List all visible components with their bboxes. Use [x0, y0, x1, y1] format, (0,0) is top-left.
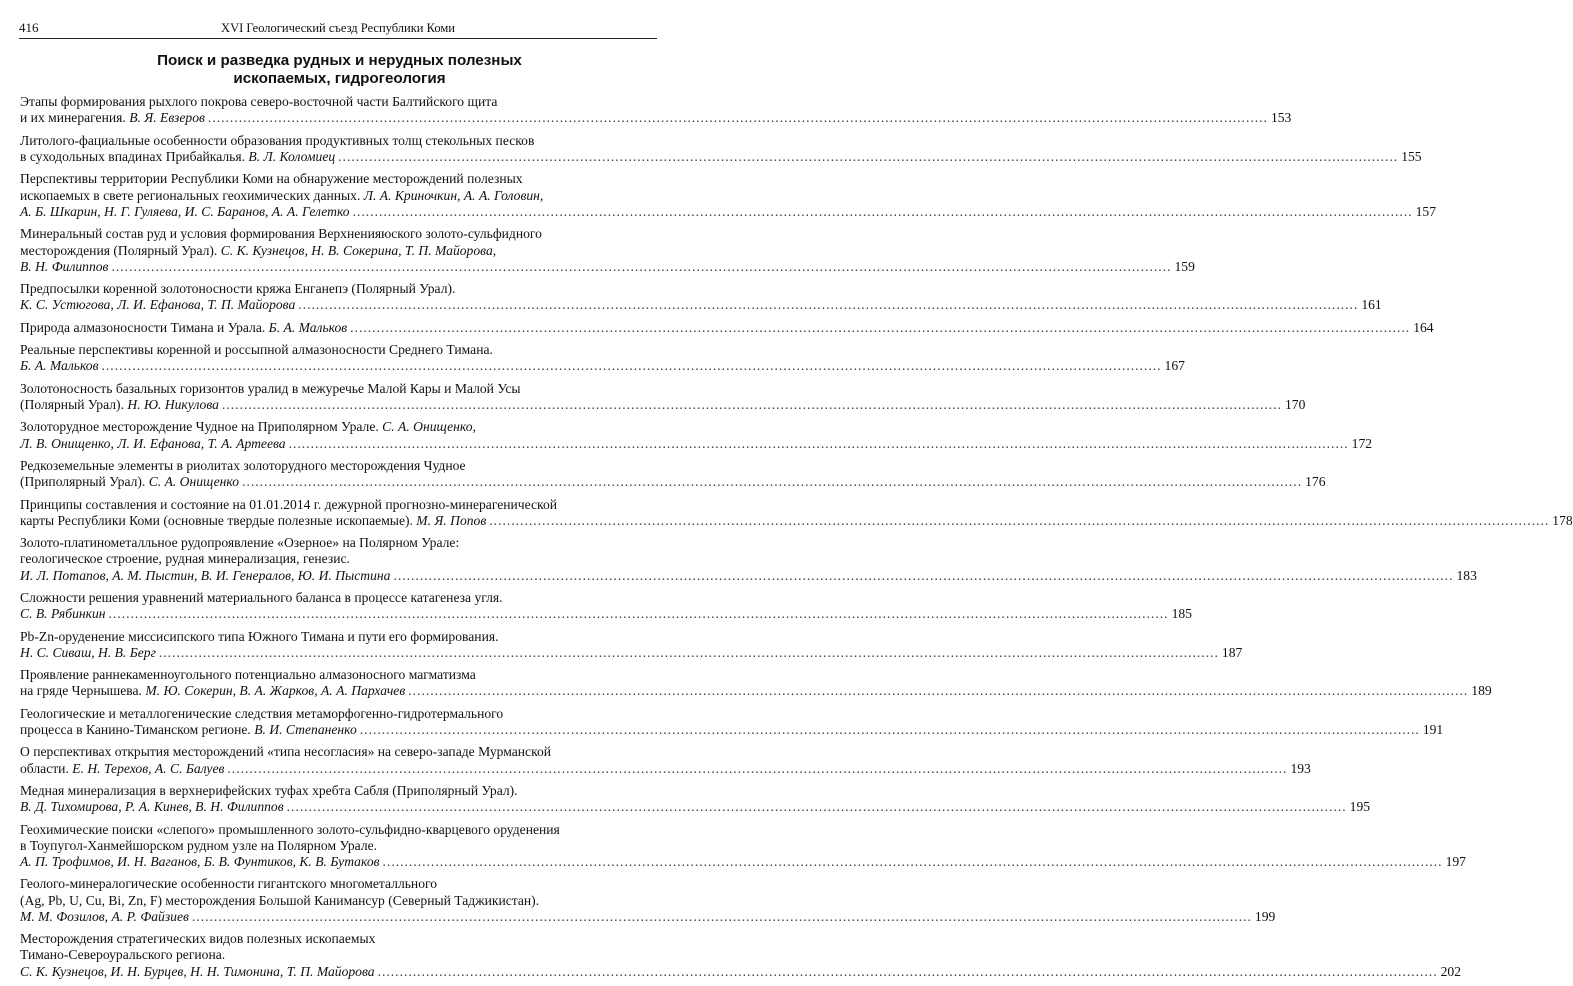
toc-entry-line: Реальные перспективы коренной и россыпной алмазоносности Среднего Тимана. [20, 342, 493, 358]
toc-entry[interactable] [20, 821, 1466, 871]
toc-page-number[interactable]: 157 [1415, 203, 1437, 219]
toc-entry-line: Месторождения стратегических видов полезных ископаемых [20, 931, 376, 947]
toc-page-number[interactable]: 153 [1270, 110, 1292, 126]
toc-author: Л. А. Криночкин, А. А. Головин, [363, 187, 544, 203]
toc-entry-text [20, 645, 156, 661]
dot-leader [383, 854, 1443, 870]
dot-leader [227, 761, 1287, 777]
toc-entry[interactable] [20, 226, 1195, 275]
toc-page-number[interactable]: 170 [1285, 396, 1306, 412]
toc-entry[interactable] [20, 171, 1437, 220]
toc-entry[interactable] [20, 535, 1477, 584]
toc-entry-line: Pb-Zn-оруденение миссисипского типа Южного Тимана и пути его формирования. [20, 628, 499, 644]
toc-entry-text [20, 964, 375, 980]
toc-author: С. К. Кузнецов, Н. В. Сокерина, Т. П. Майорова, [220, 242, 497, 258]
toc-author: Б. А. Мальков [20, 358, 99, 374]
toc-entry[interactable] [20, 342, 1185, 374]
toc-entry-text [20, 722, 357, 738]
toc-page-number[interactable]: 155 [1401, 148, 1422, 164]
toc-entry-text [20, 204, 350, 220]
toc-entry-last-line [20, 721, 1444, 738]
toc-author: А. Б. Шкарин, Н. Г. Гуляева, И. С. Баранов, А. А. Гелетко [20, 203, 350, 219]
toc-author: В. Л. Коломиец [248, 148, 336, 164]
toc-entry-line: Редкоземельные элементы в риолитах золоторудного месторождения Чудное [20, 457, 466, 473]
dot-leader [489, 513, 1549, 529]
toc-entry-last-line [20, 203, 1437, 220]
toc-author: С. В. Рябинкин [20, 606, 106, 622]
dot-leader [242, 474, 1302, 490]
toc-entry-last-line [20, 319, 1434, 336]
toc-title-tail: области. [20, 760, 73, 776]
toc-entry-line: Золото-платинометалльное рудопроявление «Озерное» на Полярном Урале: [20, 535, 460, 551]
toc-entry-text [20, 799, 284, 815]
toc-page-number[interactable]: 172 [1351, 435, 1373, 451]
dot-leader [208, 110, 1268, 126]
toc-entry-last-line [20, 474, 1326, 490]
dot-leader [338, 149, 1398, 165]
dot-leader [109, 606, 1169, 622]
toc-entry[interactable] [20, 782, 1371, 815]
toc-page-number[interactable]: 178 [1552, 512, 1573, 528]
toc-entry[interactable] [20, 628, 1243, 661]
toc-author: И. Л. Потапов, А. М. Пыстин, В. И. Генералов, Ю. И. Пыстина [20, 567, 391, 583]
toc-page-number[interactable]: 159 [1174, 258, 1195, 274]
toc-entry-line: ископаемых в свете региональных геохимических данных. Л. А. Криночкин, А. А. Головин, [20, 187, 544, 203]
toc-author: М. Я. Попов [416, 512, 487, 528]
toc-author: А. П. Трофимов, И. Н. Ваганов, Б. В. Фунтиков, К. В. Бутаков [20, 853, 380, 869]
toc-entry-line: Принципы составления и состояние на 01.01.2014 г. дежурной прогнозно-минерагенической [20, 496, 558, 512]
toc-page-number[interactable]: 176 [1305, 474, 1326, 490]
toc-entry-last-line [20, 396, 1306, 413]
toc-entry[interactable] [20, 457, 1326, 490]
dot-leader [102, 358, 1162, 374]
toc-author: М. Ю. Сокерин, В. А. Жарков, А. А. Пархачев [145, 683, 406, 699]
toc-entry-last-line [20, 435, 1373, 452]
toc-title-tail: (Приполярный Урал). [20, 474, 149, 490]
toc-entry[interactable] [20, 589, 1192, 622]
toc-page-number[interactable]: 199 [1254, 908, 1276, 924]
toc-author: М. М. Фозилов, А. Р. Файзиев [20, 908, 189, 924]
dot-leader [353, 204, 1413, 220]
toc-entry-text [20, 259, 108, 275]
toc-entry-line: Золотоносность базальных горизонтов уралид в межуречье Малой Кары и Малой Усы [20, 380, 521, 396]
toc-entry-text [20, 149, 335, 165]
toc-entry-line: (Ag, Pb, U, Cu, Bi, Zn, F) месторождения Большой Канимансур (Северный Таджикистан). [20, 892, 540, 908]
dot-leader [159, 645, 1219, 661]
toc-title-tail: Природа алмазоносности Тимана и Урала. [20, 319, 269, 335]
toc-entry-text [20, 474, 239, 490]
toc-author: К. С. Устюгова, Л. И. Ефанова, Т. П. Майорова [20, 297, 296, 313]
toc-title-tail: (Полярный Урал). [20, 396, 128, 412]
dot-leader [111, 259, 1171, 275]
toc-author: С. А. Онищенко, [382, 419, 476, 435]
toc-entry-last-line [20, 606, 1192, 622]
toc-entry-text [20, 513, 486, 529]
toc-author: С. А. Онищенко [148, 474, 240, 490]
toc-entry-line: геологическое строение, рудная минерализация, генезис. [20, 551, 350, 567]
toc-entry-last-line [20, 358, 1185, 374]
toc-entry-last-line [20, 258, 1195, 275]
dot-leader [222, 397, 1282, 413]
toc-entry-text [20, 854, 380, 870]
dot-leader [360, 722, 1420, 738]
toc-entry-last-line [20, 908, 1276, 925]
toc-author: В. Н. Филиппов [20, 258, 109, 274]
toc-author: Б. А. Мальков [268, 319, 348, 335]
dot-leader [350, 320, 1410, 336]
toc-title-tail: и их минерагения. [20, 110, 130, 126]
toc-entry-text [20, 358, 99, 374]
toc-page-number[interactable]: 187 [1221, 644, 1243, 660]
toc-title-tail: на гряде Чернышева. [20, 683, 146, 699]
section-title-line-1: Поиск и разведка рудных и нерудных полезных [157, 52, 522, 69]
dot-leader [192, 909, 1252, 925]
toc-entry[interactable] [20, 319, 1434, 336]
toc-entry-text [20, 909, 189, 925]
toc-title-tail: процесса в Канино-Тиманском регионе. [20, 721, 255, 737]
toc-entry-last-line [20, 567, 1477, 584]
toc-page-number[interactable]: 195 [1349, 799, 1371, 815]
dot-leader [287, 799, 1347, 815]
toc-entry[interactable] [20, 744, 1311, 776]
toc-entry-last-line [20, 799, 1371, 815]
toc-author: В. И. Степаненко [254, 721, 357, 737]
section-title [20, 52, 659, 88]
toc-author: Н. Ю. Никулова [127, 396, 219, 412]
toc-author: В. Я. Евзеров [129, 110, 205, 126]
toc-entry-line: Литолого-фациальные особенности образования продуктивных толщ стекольных песков [20, 132, 535, 148]
toc-entry-text [20, 761, 224, 777]
toc-entry-last-line [20, 760, 1311, 777]
toc-entry[interactable] [20, 380, 1306, 413]
toc-title-tail: карты Республики Коми (основные твердые полезные ископаемые). [20, 512, 417, 528]
toc-entry[interactable] [20, 94, 1292, 126]
toc-page-number[interactable]: 167 [1164, 358, 1185, 374]
toc-entry-line: месторождения (Полярный Урал). С. К. Кузнецов, Н. В. Сокерина, Т. П. Майорова, [20, 242, 497, 258]
toc-entry-last-line [20, 853, 1466, 870]
toc-entry[interactable] [20, 132, 1422, 165]
toc-entry-last-line [20, 148, 1422, 165]
toc-entry-last-line [20, 963, 1461, 980]
toc-entry-line: Геологические и металлогенические следствия метаморфогенно-гидротермального [20, 705, 504, 721]
toc-entry-line: Геохимические поиски «слепого» промышленного золото-сульфидно-кварцевого оруденения [20, 821, 560, 837]
toc-entry-text [20, 683, 405, 699]
dot-leader [378, 964, 1438, 980]
toc-entry-text [20, 606, 106, 622]
toc-entry-last-line [20, 110, 1292, 126]
toc-entry-line: Тимано-Североуральского региона. [20, 947, 226, 963]
dot-leader [408, 683, 1468, 699]
toc-author: Е. Н. Терехов, А. С. Балуев [72, 760, 225, 776]
toc-entry-text [20, 436, 286, 452]
toc-entry-text [20, 297, 295, 313]
toc-entry[interactable] [20, 496, 1573, 529]
toc-entry-line: Предпосылки коренной золотоносности кряжа Енганепэ (Полярный Урал). [20, 281, 456, 297]
toc-page-number[interactable]: 193 [1290, 760, 1311, 776]
toc-page-number[interactable]: 183 [1456, 567, 1477, 583]
toc-entry-line: в Тоупугол-Ханмейшорском рудном узле на Полярном Урале. [20, 837, 378, 853]
toc-page-number[interactable]: 164 [1413, 319, 1434, 335]
toc-entry[interactable] [20, 281, 1382, 313]
toc-entry[interactable] [20, 705, 1444, 738]
dot-leader [393, 568, 1453, 584]
toc-entry[interactable] [20, 931, 1461, 980]
toc-entry-last-line [20, 644, 1243, 661]
toc-entry-text [20, 110, 205, 126]
toc-entry-line: Минеральный состав руд и условия формирования Верхненияюского золото-сульфидного [20, 226, 542, 242]
page-number: 416 [19, 20, 39, 35]
toc-title-tail: в суходольных впадинах Прибайкалья. [20, 148, 249, 164]
running-header [19, 20, 657, 39]
toc-page-number[interactable]: 197 [1445, 853, 1466, 869]
toc-entry[interactable] [20, 876, 1276, 925]
toc-entry-line: Золоторудное месторождение Чудное на Приполярном Урале. С. А. Онищенко, [20, 419, 476, 435]
toc-author: Л. В. Онищенко, Л. И. Ефанова, Т. А. Артеева [20, 435, 286, 451]
toc-entry-line: Медная минерализация в верхнерифейских туфах хребта Сабля (Приполярный Урал). [20, 782, 518, 798]
running-title: XVI Геологический съезд Республики Коми [221, 21, 455, 35]
toc-author: С. К. Кузнецов, И. Н. Бурцев, Н. Н. Тимонина, Т. П. Майорова [20, 963, 375, 979]
dot-leader [298, 297, 1358, 313]
toc-entry-text [20, 397, 219, 413]
toc-entry-line: Сложности решения уравнений материального баланса в процессе катагенеза угля. [20, 589, 503, 605]
toc-entry[interactable] [20, 419, 1373, 451]
toc-entry[interactable] [20, 667, 1492, 699]
toc-page-number[interactable]: 191 [1422, 721, 1444, 737]
toc-page-number[interactable]: 189 [1471, 683, 1492, 699]
toc-entry-last-line [20, 512, 1573, 529]
toc-entry-line: Этапы формирования рыхлого покрова северо-восточной части Балтийского щита [20, 94, 498, 109]
toc-page-number[interactable]: 185 [1171, 606, 1192, 622]
toc-page-number[interactable]: 161 [1361, 297, 1382, 313]
toc-entry-line: О перспективах открытия месторождений «типа несогласия» на северо-западе Мурманской [20, 744, 552, 760]
toc-entry-line: Проявление раннекаменноугольного потенциально алмазоносного магматизма [20, 667, 476, 683]
toc-author: В. Д. Тихомирова, Р. А. Кинев, В. Н. Филиппов [20, 799, 284, 815]
section-title-line-2: ископаемых, гидрогеология [233, 70, 446, 87]
toc-entry-line: Перспективы территории Республики Коми на обнаружение месторождений полезных [20, 171, 523, 187]
toc-entry-line: Геолого-минералогические особенности гигантского многометалльного [20, 876, 438, 892]
toc-entry-last-line [20, 297, 1382, 313]
toc-entry-last-line [20, 683, 1492, 699]
toc-entry-text [20, 320, 347, 336]
toc-page-number[interactable]: 202 [1440, 963, 1461, 979]
toc-entry-text [20, 568, 390, 584]
toc-author: Н. С. Сиваш, Н. В. Берг [20, 644, 156, 660]
table-of-contents [20, 94, 1573, 986]
dot-leader [289, 436, 1349, 452]
